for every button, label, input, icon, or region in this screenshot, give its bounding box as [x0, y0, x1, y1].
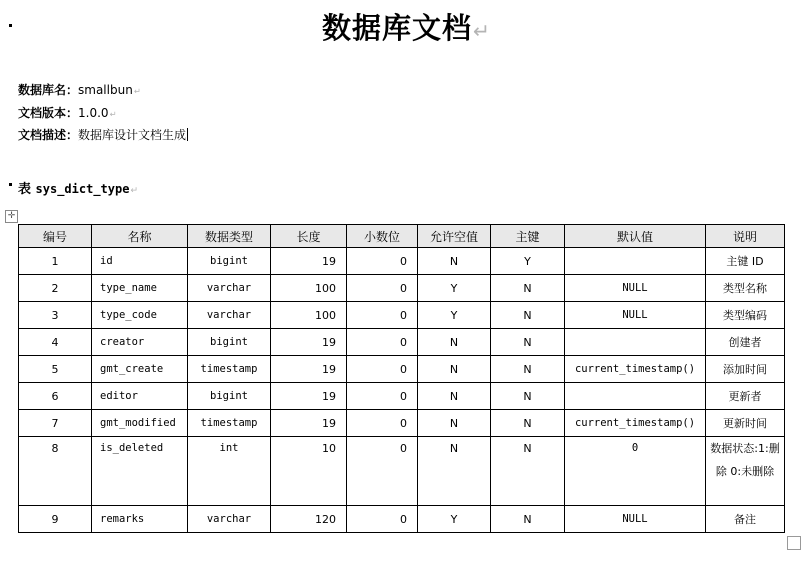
header-cell: 数据类型: [188, 225, 271, 248]
header-cell: 说明: [706, 225, 785, 248]
page-title: 数据库文档↵: [322, 11, 492, 45]
header-cell: 长度: [271, 225, 347, 248]
cell-type: varchar: [188, 506, 271, 533]
cell-index: 6: [19, 383, 92, 410]
cell-primary-key: N: [491, 356, 565, 383]
text-cursor: [187, 128, 188, 141]
cell-index: 4: [19, 329, 92, 356]
cell-name: type_name: [92, 275, 188, 302]
cell-default: current_timestamp(): [565, 410, 706, 437]
table-row: [19, 356, 785, 383]
cell-default: current_timestamp(): [565, 356, 706, 383]
table-row: [19, 506, 785, 533]
cell-default: NULL: [565, 302, 706, 329]
cell-primary-key: N: [491, 383, 565, 410]
cell-nullable: N: [418, 383, 491, 410]
cell-primary-key: N: [491, 437, 565, 506]
cell-description: 创建者: [706, 329, 785, 356]
cell-scale: 0: [347, 302, 418, 329]
table-header-row: [19, 225, 785, 248]
cell-index: 7: [19, 410, 92, 437]
table-row: [19, 410, 785, 437]
cell-index: 1: [19, 248, 92, 275]
cell-type: int: [188, 437, 271, 506]
cell-type: timestamp: [188, 356, 271, 383]
table-resize-handle[interactable]: [787, 536, 801, 550]
cell-length: 19: [271, 410, 347, 437]
cell-description: 更新者: [706, 383, 785, 410]
cell-type: timestamp: [188, 410, 271, 437]
cell-description: 主键 ID: [706, 248, 785, 275]
cell-scale: 0: [347, 356, 418, 383]
cell-length: 100: [271, 302, 347, 329]
meta-database-name: 数据库名：smallbun↵: [18, 83, 141, 97]
cell-scale: 0: [347, 437, 418, 506]
cell-description: 添加时间: [706, 356, 785, 383]
cell-primary-key: N: [491, 410, 565, 437]
table-row: [19, 248, 785, 275]
cell-name: type_code: [92, 302, 188, 329]
cell-default: [565, 248, 706, 275]
table-row: [19, 302, 785, 329]
cell-primary-key: N: [491, 275, 565, 302]
cell-scale: 0: [347, 329, 418, 356]
cell-nullable: Y: [418, 275, 491, 302]
cell-default: 0: [565, 437, 706, 506]
cell-primary-key: N: [491, 329, 565, 356]
cell-default: NULL: [565, 506, 706, 533]
header-cell: 小数位: [347, 225, 418, 248]
cell-name: gmt_create: [92, 356, 188, 383]
dict-type-table: [18, 224, 785, 533]
table-row: [19, 329, 785, 356]
cell-nullable: N: [418, 248, 491, 275]
cell-primary-key: N: [491, 506, 565, 533]
cell-name: gmt_modified: [92, 410, 188, 437]
cell-index: 3: [19, 302, 92, 329]
cell-default: NULL: [565, 275, 706, 302]
cell-nullable: N: [418, 410, 491, 437]
cell-nullable: N: [418, 329, 491, 356]
cell-name: editor: [92, 383, 188, 410]
cell-description: 更新时间: [706, 410, 785, 437]
table-row: [19, 383, 785, 410]
header-cell: 编号: [19, 225, 92, 248]
cell-description: 数据状态:1:删除 0:未删除: [706, 437, 785, 506]
cell-length: 19: [271, 383, 347, 410]
cell-scale: 0: [347, 506, 418, 533]
cell-length: 10: [271, 437, 347, 506]
cell-description: 类型编码: [706, 302, 785, 329]
cell-description: 备注: [706, 506, 785, 533]
cell-scale: 0: [347, 275, 418, 302]
cell-default: [565, 383, 706, 410]
cell-type: bigint: [188, 383, 271, 410]
meta-doc-description[interactable]: 文档描述：数据库设计文档生成: [18, 128, 187, 142]
cell-name: id: [92, 248, 188, 275]
cell-scale: 0: [347, 410, 418, 437]
cell-type: varchar: [188, 275, 271, 302]
section-bullet: [9, 183, 12, 186]
cell-type: varchar: [188, 302, 271, 329]
header-cell: 主键: [491, 225, 565, 248]
cell-nullable: N: [418, 437, 491, 506]
cell-length: 100: [271, 275, 347, 302]
section-heading: 表 sys_dict_type↵: [18, 182, 139, 197]
cell-scale: 0: [347, 383, 418, 410]
cell-length: 19: [271, 329, 347, 356]
cell-type: bigint: [188, 329, 271, 356]
cell-nullable: Y: [418, 506, 491, 533]
title-bullet: [9, 24, 12, 27]
header-cell: 允许空值: [418, 225, 491, 248]
header-cell: 默认值: [565, 225, 706, 248]
cell-index: 2: [19, 275, 92, 302]
cell-length: 19: [271, 356, 347, 383]
paragraph-mark-icon: ↵: [473, 19, 492, 43]
cell-index: 8: [19, 437, 92, 506]
meta-doc-version: 文档版本：1.0.0↵: [18, 106, 117, 120]
cell-primary-key: N: [491, 302, 565, 329]
cell-name: creator: [92, 329, 188, 356]
cell-primary-key: Y: [491, 248, 565, 275]
cell-length: 19: [271, 248, 347, 275]
cell-length: 120: [271, 506, 347, 533]
cell-name: remarks: [92, 506, 188, 533]
table-move-icon[interactable]: ✛: [5, 210, 18, 223]
cell-description: 类型名称: [706, 275, 785, 302]
cell-index: 5: [19, 356, 92, 383]
header-cell: 名称: [92, 225, 188, 248]
cell-default: [565, 329, 706, 356]
cell-scale: 0: [347, 248, 418, 275]
cell-index: 9: [19, 506, 92, 533]
cell-nullable: Y: [418, 302, 491, 329]
cell-nullable: N: [418, 356, 491, 383]
table-row: [19, 437, 785, 506]
cell-name: is_deleted: [92, 437, 188, 506]
table-row: [19, 275, 785, 302]
cell-type: bigint: [188, 248, 271, 275]
